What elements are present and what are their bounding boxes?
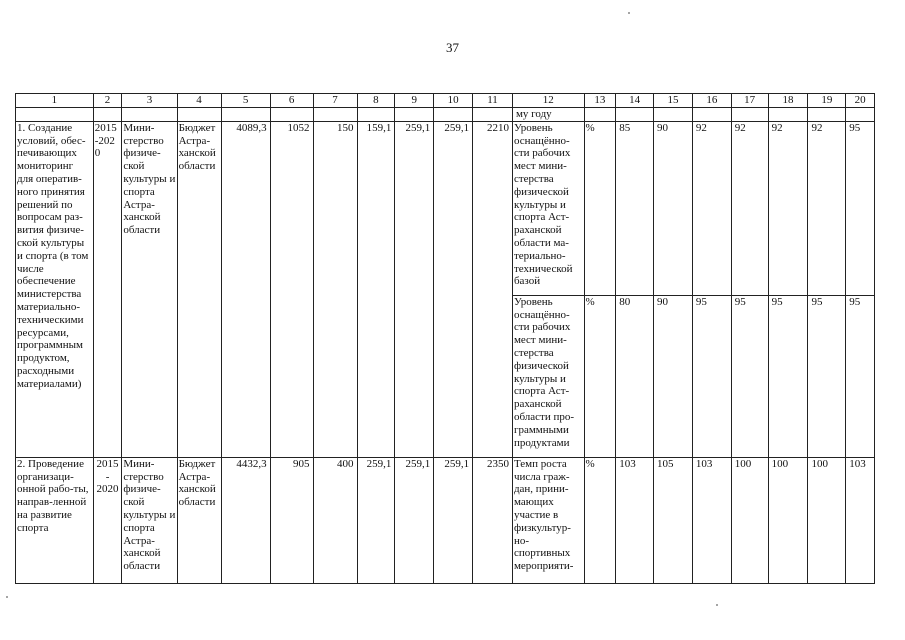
- table-row: [16, 457, 875, 583]
- column-number: 11: [473, 94, 513, 108]
- indicator-value: 90: [654, 121, 693, 295]
- measure-executor: Мини-стерство физиче-ской культуры и спорта Астра-ханской области: [122, 121, 177, 457]
- column-number: 4: [177, 94, 221, 108]
- amount-year: 259,1: [434, 121, 473, 457]
- indicator-value: 95: [768, 295, 808, 457]
- indicator-name: Уровень оснащённо-сти рабочих мест мини-стерства физической культуры и спорта Аст-раханской области про-граммными продуктами: [512, 295, 584, 457]
- column-number: 16: [692, 94, 731, 108]
- column-number: 7: [313, 94, 357, 108]
- funding-source: Бюджет Астра-ханской области: [177, 457, 221, 583]
- indicator-value: 92: [692, 121, 731, 295]
- indicator-value: 95: [846, 121, 875, 295]
- amount-year: 905: [270, 457, 313, 583]
- amount-year: 259,1: [395, 121, 434, 457]
- column-number: 13: [584, 94, 616, 108]
- continuation-row: [16, 108, 875, 122]
- column-number: 9: [395, 94, 434, 108]
- column-number: 3: [122, 94, 177, 108]
- indicator-unit: %: [584, 457, 616, 583]
- indicator-value: 95: [846, 295, 875, 457]
- program-table-container: [15, 93, 875, 584]
- indicator-value: 100: [808, 457, 846, 583]
- table-row: [16, 121, 875, 295]
- column-number: 20: [846, 94, 875, 108]
- amount-year: 259,1: [395, 457, 434, 583]
- amount-year: 2210: [473, 121, 513, 457]
- column-number: 14: [616, 94, 654, 108]
- column-number: 8: [357, 94, 395, 108]
- amount-year: 150: [313, 121, 357, 457]
- amount-total: 4432,3: [221, 457, 270, 583]
- amount-year: 159,1: [357, 121, 395, 457]
- amount-year: 259,1: [357, 457, 395, 583]
- indicator-value: 92: [768, 121, 808, 295]
- column-number: 18: [768, 94, 808, 108]
- measure-name: 1. Создание условий, обес-печивающих мониторинг для оператив-ного принятия решений по вопросам раз-вития физиче-ской культуры и спорта (в том числе обеспечение министерства материально-техническими ресурсами, программным продуктом, расходными материалами): [16, 121, 94, 457]
- indicator-value: 103: [846, 457, 875, 583]
- scan-speck: [628, 12, 630, 14]
- measure-period: 2015 - 2020: [93, 457, 122, 583]
- indicator-value: 103: [692, 457, 731, 583]
- amount-total: 4089,3: [221, 121, 270, 457]
- indicator-value: 95: [731, 295, 768, 457]
- indicator-value: 100: [731, 457, 768, 583]
- measure-name: 2. Проведение организаци-онной рабо-ты, направ-ленной на развитие спорта: [16, 457, 94, 583]
- amount-year: 259,1: [434, 457, 473, 583]
- indicator-value: 105: [654, 457, 693, 583]
- column-number: 15: [654, 94, 693, 108]
- column-number: 10: [434, 94, 473, 108]
- column-number: 17: [731, 94, 768, 108]
- column-number-row: [16, 94, 875, 108]
- page-number: 37: [446, 40, 459, 55]
- indicator-name: Темп роста числа граж-дан, прини-мающих участие в физкультур-но-спортивных мероприяти-: [512, 457, 584, 583]
- amount-year: 400: [313, 457, 357, 583]
- indicator-value: 85: [616, 121, 654, 295]
- indicator-unit: %: [584, 121, 616, 295]
- column-number: 6: [270, 94, 313, 108]
- indicator-value: 100: [768, 457, 808, 583]
- amount-year: 1052: [270, 121, 313, 457]
- program-measures-table: [15, 93, 875, 584]
- indicator-value: 92: [808, 121, 846, 295]
- column-number: 19: [808, 94, 846, 108]
- indicator-name: Уровень оснащённо-сти рабочих мест мини-стерства физической культуры и спорта Аст-раханской области ма-териально-технической базой: [512, 121, 584, 295]
- funding-source: Бюджет Астра-ханской области: [177, 121, 221, 457]
- scan-speck: [6, 596, 8, 598]
- indicator-value: 92: [731, 121, 768, 295]
- column-number: 2: [93, 94, 122, 108]
- indicator-value: 103: [616, 457, 654, 583]
- measure-executor: Мини-стерство физиче-ской культуры и спорта Астра-ханской области: [122, 457, 177, 583]
- indicator-value: 95: [692, 295, 731, 457]
- measure-period: 2015-2020: [93, 121, 122, 457]
- scan-speck: [716, 604, 718, 606]
- indicator-unit: %: [584, 295, 616, 457]
- continuation-text: му году: [512, 108, 584, 122]
- indicator-value: 95: [808, 295, 846, 457]
- indicator-value: 80: [616, 295, 654, 457]
- column-number: 12: [512, 94, 584, 108]
- amount-year: 2350: [473, 457, 513, 583]
- column-number: 5: [221, 94, 270, 108]
- indicator-value: 90: [654, 295, 693, 457]
- column-number: 1: [16, 94, 94, 108]
